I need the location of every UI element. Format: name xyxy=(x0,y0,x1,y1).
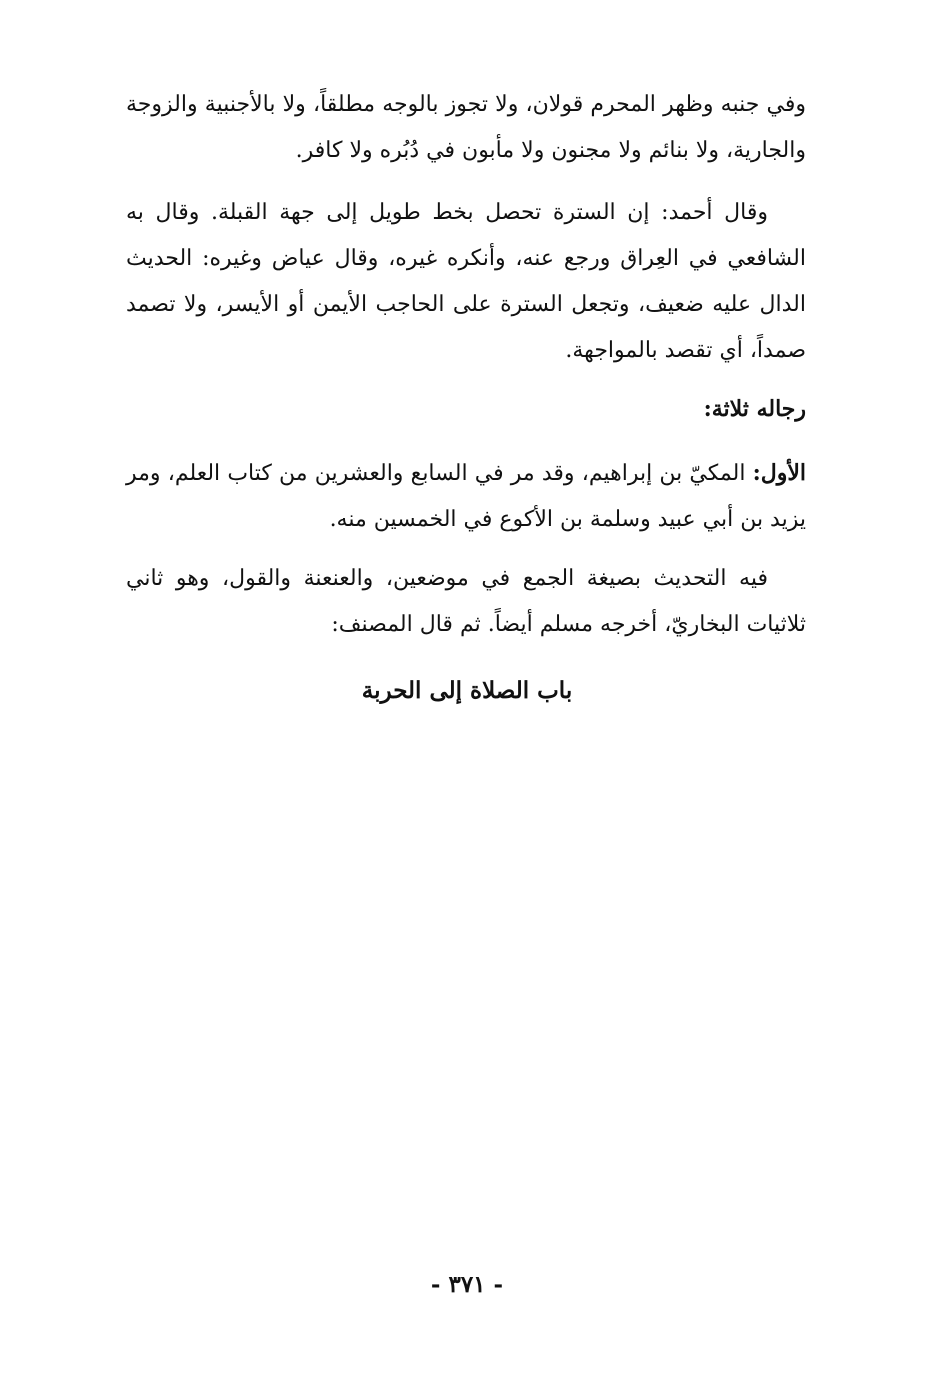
first-narrator-text: المكيّ بن إبراهيم، وقد مر في السابع والعشرين من كتاب العلم، ومر يزيد بن أبي عبيد وسلمة بن الأكوع في الخمسين منه. xyxy=(126,461,806,532)
paragraph-sutra-rulings: وفي جنبه وظهر المحرم قولان، ولا تجوز بالوجه مطلقاً، ولا بالأجنبية والزوجة والجارية، ولا بنائم ولا مجنون ولا مأبون في دُبُره ولا كافر. xyxy=(126,92,806,163)
paragraph-first-narrator xyxy=(126,450,806,543)
chapter-heading: باب الصلاة إلى الحربة xyxy=(361,677,573,704)
first-narrator-label: الأول: xyxy=(752,460,806,486)
paragraph-hadith-notes: فيه التحديث بصيغة الجمع في موضعين، والعنعنة والقول، وهو ثاني ثلاثيات البخاريّ، أخرجه مسلم أيضاً. ثم قال المصنف: xyxy=(126,566,806,637)
page-number: - ٣٧١ - xyxy=(430,1271,504,1298)
paragraph-ahmad-opinion: وقال أحمد: إن السترة تحصل بخط طويل إلى جهة القبلة. وقال به الشافعي في العِراق ورجع عنه، وأنكره غيره، وقال عياض وغيره: الحديث الدال عليه ضعيف، وتجعل السترة على الحاجب الأيمن أو الأيسر، ولا تصمد صمداً، أي تقصد بالمواجهة. xyxy=(126,200,806,363)
narrators-heading: رجاله ثلاثة: xyxy=(703,396,806,422)
